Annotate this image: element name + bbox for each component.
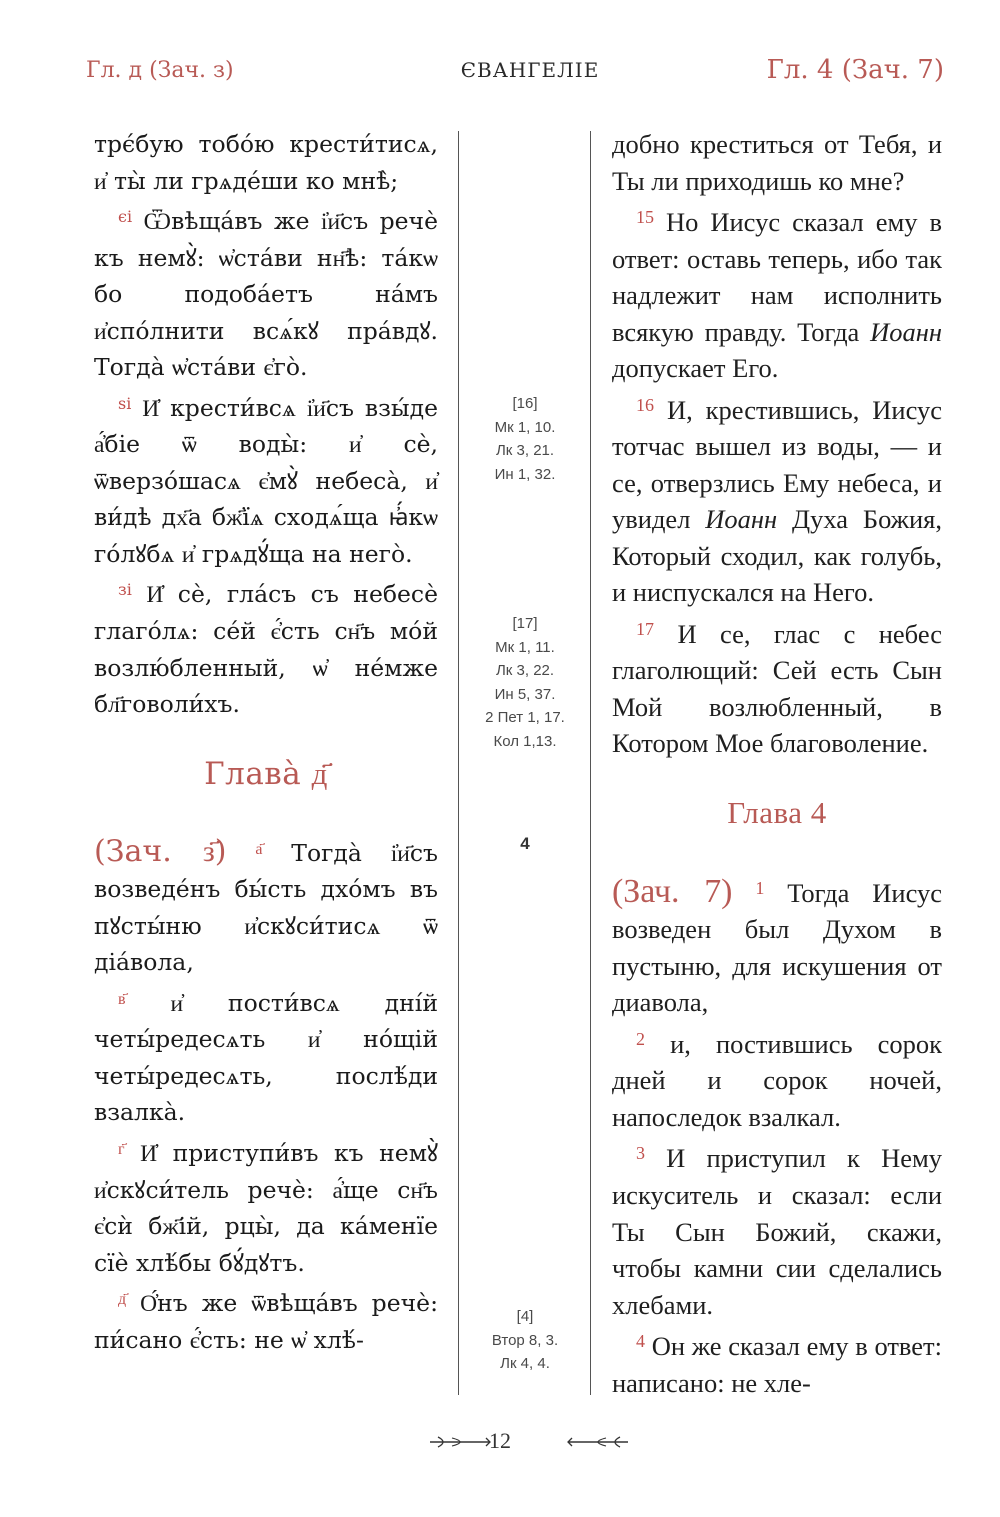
verse-text: И се, глас с небес глаголющий: Сей есть Сын Мой возлюбленный, в Котором Мое благоволение. [612,618,943,759]
verse-number: 16 [636,394,655,415]
verse-text-italic: Иоанн [705,504,778,535]
russian-verse-17 [612,611,942,762]
ref-line: Мк 1, 11. [495,638,555,656]
verse-text: О҆́нъ же ѿвѣща́въ речѐ: пи́сано є҆́сть: не ѡ҆ хлѣ́- [94,1289,438,1354]
slavonic-verse-1 [94,831,438,981]
footer-ornament-right-icon [566,1434,630,1450]
verse-text: допускает Его. [612,353,779,384]
russian-verse-3 [612,1135,942,1323]
ref-line: [17] [512,615,538,632]
verse-text: Духа Божия, Который сходил, как голубь, и ниспускался на Него. [612,504,942,608]
reading-number: (Зач. з҃) [94,833,227,869]
column-rule-left [458,131,459,1395]
column-rule-right [590,131,591,1395]
ref-line: [4] [516,1308,534,1325]
slavonic-verse-14-cont: трє́бую тобо́ю крести́тисѧ, и҆ ты̀ ли грѧде́ши ко мнѣ̀; [94,130,438,195]
ref-line: 2 Пет 1, 17. [485,709,565,726]
verse-number: г҃ [118,1138,125,1158]
cross-reference-chapter-marker: 4 [520,834,530,853]
verse-number: ѕі [118,393,132,413]
running-head-russian: Гл. 4 (Зач. 7) [766,55,944,85]
page-number: 12 [489,1428,511,1453]
verse-text: И приступил к Нему искуситель и сказал: если Ты Сын Божий, скажи, чтобы камни сии сделались хлебами. [612,1143,942,1320]
verse-text: и҆ пости́всѧ дні́й четы́редесѧть и҆ но́щій четы́редесѧть, послѣ́ди взалка̀. [94,988,438,1127]
verse-text-italic: Иоанн [870,316,942,347]
cross-reference-verse-16 [455,392,595,486]
ref-line: Ин 1, 32. [494,465,556,483]
verse-text: И҆ приступи́въ къ немꙋ̀ и҆скꙋси́тель речѐ: а҆́ще сн҃ъ є҆сѝ бж҃ій, рцы̀, да ка́менїе сїѐ хлѣ́бы бꙋ́дꙋтъ. [94,1139,438,1277]
verse-number: 15 [636,207,655,227]
russian-verse-14-cont: добно креститься от Тебя, и Ты ли приходишь ко мне? [612,129,942,196]
slavonic-verse-15 [94,199,438,386]
verse-number: 17 [636,618,655,639]
ref-line: Лк 4, 4. [500,1355,550,1372]
ref-line: Кол 1,13. [493,732,557,750]
russian-column [612,126,942,1401]
verse-number: зі [118,580,132,600]
slavonic-verse-17 [94,572,438,722]
ref-line: Лк 3, 22. [495,662,555,679]
russian-verse-1 [612,870,942,1021]
ref-line: Ин 5, 37. [494,685,556,703]
slavonic-chapter-heading: Глава̀ д҃ [204,755,328,792]
verse-text: Ѿвѣща́въ же і҆и҃съ речѐ къ немꙋ̀: ѡ҆ста́ви нн҃ѣ: та́кѡ бо подоба́етъ на́мъ и҆спо́лнити всѧ́кꙋ пра́вдꙋ. Тогда̀ ѡ҆ста́ви є҆го̀. [94,207,438,382]
verse-number: д҃ [118,1289,127,1309]
verse-text: Он же сказал ему в ответ: написано: не хле- [612,1331,942,1398]
slavonic-column [94,126,438,1358]
verse-text: И҆ сѐ, гла́съ съ небесѐ глаго́лѧ: се́й є҆́сть сн҃ъ мо́й возлю́бленный, ѡ҆ не́мже бл҃говоли́хъ. [94,580,438,719]
verse-number: а҃ [255,838,263,858]
slavonic-verse-2 [94,981,438,1131]
russian-verse-4 [612,1323,942,1401]
ref-line: Втор 8, 3. [491,1331,559,1349]
verse-text: И҆ крести́всѧ і҆и҃съ взы́де а҆́біе ѿ воды̀: и҆ сѐ, ѿверзо́шасѧ є҆мꙋ̀ небеса̀, и҆ ви́дѣ дх҃а бж҃їѧ сходѧ́ща ꙗ҆́кѡ го́лꙋбѧ и҆ грѧдꙋ́ща на него̀. [94,393,438,568]
verse-number: в҃ [118,988,126,1008]
cross-reference-verse-17 [455,612,595,753]
verse-text: И, крестившись, Иисус тотчас вышел из воды, — и се, отверзлись Ему небеса, и увидел [612,394,943,535]
verse-number: 4 [636,1331,646,1352]
cross-reference-verse-4 [455,1305,595,1376]
russian-verse-15 [612,199,942,387]
slavonic-verse-4 [94,1281,438,1358]
ref-line: Лк 3, 21. [495,442,555,459]
verse-text: и, постившись сорок дней и сорок ночей, напоследок взалкал. [612,1028,942,1132]
slavonic-verse-3 [94,1131,438,1281]
verse-number: єі [118,207,133,226]
running-head-slavonic: Гл. д (Зач. з) [86,58,234,83]
ref-line: Мк 1, 10. [494,418,556,436]
ref-line: [16] [512,395,538,412]
running-head-title: ЄВАНГЕЛІЕ [460,58,600,82]
russian-verse-16 [612,387,942,611]
slavonic-verse-16 [94,386,438,573]
reading-number: (Зач. 7) [612,872,733,910]
russian-verse-2 [612,1021,942,1136]
verse-number: 1 [755,877,765,898]
russian-chapter-heading: Глава 4 [727,794,827,830]
verse-text: Но Иисус сказал ему в ответ: оставь теперь, ибо так надлежит нам исполнить всякую правду. Тогда [612,207,942,347]
verse-number: 3 [636,1143,646,1164]
verse-text: Тогда Иисус возведен был Духом в пустыню, для искушения от диавола, [612,877,943,1018]
verse-number: 2 [636,1028,646,1049]
verse-text: Тогда̀ і҆и҃съ возведе́нъ бы́сть дхо́мъ въ пꙋсты́ню и҆скꙋси́тисѧ ѿ діа́вола, [94,838,438,977]
